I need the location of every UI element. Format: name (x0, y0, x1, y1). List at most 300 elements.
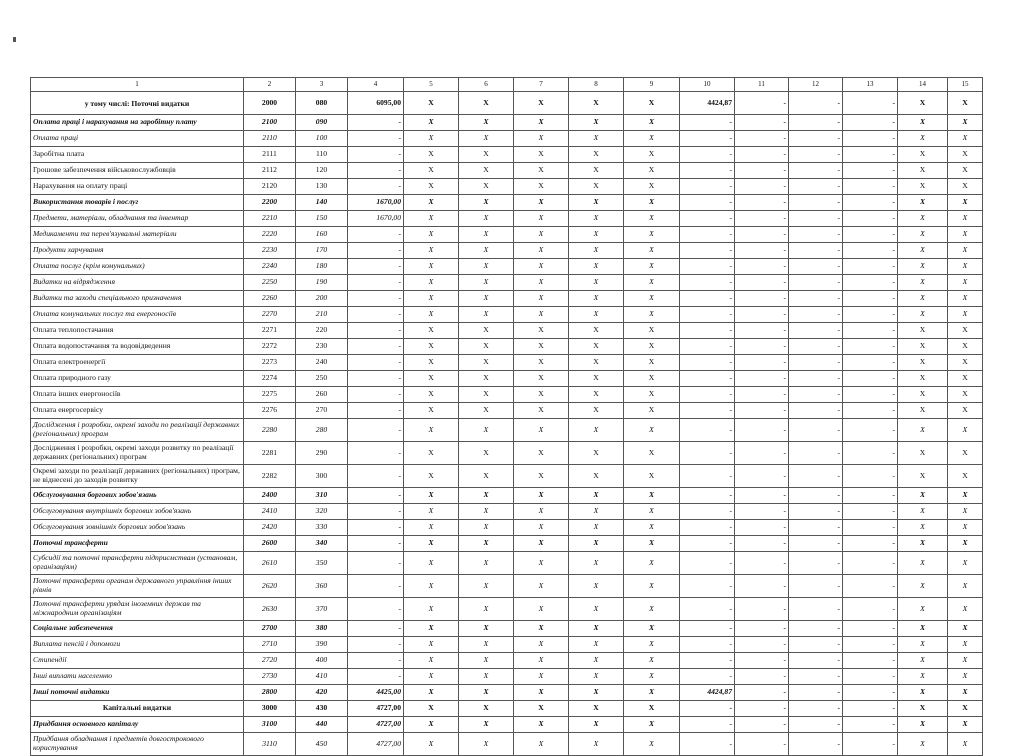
col13-cell: - (843, 419, 898, 442)
col14-cell: X (898, 115, 948, 131)
col6-cell: X (459, 552, 514, 575)
amount-cell: - (348, 598, 404, 621)
col6-cell: X (459, 371, 514, 387)
row-title: Обслуговування боргових зобов'язань (31, 488, 244, 504)
col6-cell: X (459, 504, 514, 520)
kekv-code: 2600 (244, 536, 296, 552)
col15-cell: X (948, 733, 983, 756)
table-row (31, 575, 983, 598)
col11-cell: - (735, 355, 789, 371)
col7-cell: X (514, 371, 569, 387)
col10-cell: - (680, 621, 735, 637)
kekv-code: 2274 (244, 371, 296, 387)
row-title: Обслуговування зовнішніх боргових зобов'язань (31, 520, 244, 536)
col10-cell: - (680, 717, 735, 733)
col14-cell: X (898, 669, 948, 685)
table-row (31, 685, 983, 701)
col15-cell: X (948, 419, 983, 442)
col11-cell: - (735, 387, 789, 403)
col8-cell: X (569, 621, 624, 637)
budget-expenditure-table (30, 77, 982, 756)
col11-cell: - (735, 717, 789, 733)
table-row (31, 307, 983, 323)
col9-cell: X (624, 179, 680, 195)
column-number-13: 13 (843, 78, 898, 92)
col7-cell: X (514, 701, 569, 717)
table-row (31, 717, 983, 733)
col13-cell: - (843, 211, 898, 227)
col10-cell: - (680, 179, 735, 195)
kekv-code: 2281 (244, 442, 296, 465)
col7-cell: X (514, 536, 569, 552)
col10-cell: - (680, 163, 735, 179)
amount-cell: - (348, 552, 404, 575)
col15-cell: X (948, 131, 983, 147)
table-row (31, 520, 983, 536)
col10-cell: - (680, 536, 735, 552)
line-code: 440 (296, 717, 348, 733)
col11-cell: - (735, 419, 789, 442)
col13-cell: - (843, 717, 898, 733)
col9-cell: X (624, 536, 680, 552)
col5-cell: X (404, 552, 459, 575)
col12-cell: - (789, 465, 843, 488)
col13-cell: - (843, 387, 898, 403)
row-title: Капітальні видатки (31, 701, 244, 717)
col7-cell: X (514, 717, 569, 733)
col15-cell: X (948, 323, 983, 339)
col7-cell: X (514, 465, 569, 488)
kekv-code: 2620 (244, 575, 296, 598)
kekv-code: 2271 (244, 323, 296, 339)
col14-cell: X (898, 653, 948, 669)
col10-cell: 4424,87 (680, 92, 735, 115)
col11-cell: - (735, 195, 789, 211)
kekv-code: 3100 (244, 717, 296, 733)
amount-cell: - (348, 403, 404, 419)
col13-cell: - (843, 685, 898, 701)
kekv-code: 2260 (244, 291, 296, 307)
col14-cell: X (898, 637, 948, 653)
col11-cell: - (735, 520, 789, 536)
col12-cell: - (789, 419, 843, 442)
kekv-code: 3110 (244, 733, 296, 756)
column-number-3: 3 (296, 78, 348, 92)
kekv-code: 2230 (244, 243, 296, 259)
col13-cell: - (843, 733, 898, 756)
col6-cell: X (459, 227, 514, 243)
col5-cell: X (404, 227, 459, 243)
amount-cell: - (348, 669, 404, 685)
line-code: 370 (296, 598, 348, 621)
col11-cell: - (735, 371, 789, 387)
column-number-6: 6 (459, 78, 514, 92)
col14-cell: X (898, 419, 948, 442)
col12-cell: - (789, 717, 843, 733)
col11-cell: - (735, 504, 789, 520)
table-row (31, 179, 983, 195)
col9-cell: X (624, 419, 680, 442)
col7-cell: X (514, 243, 569, 259)
table-row (31, 465, 983, 488)
col13-cell: - (843, 653, 898, 669)
col6-cell: X (459, 339, 514, 355)
col14-cell: X (898, 387, 948, 403)
table-row (31, 355, 983, 371)
col14-cell: X (898, 371, 948, 387)
col7-cell: X (514, 147, 569, 163)
col6-cell: X (459, 387, 514, 403)
row-title: Оплата комунальних послуг та енергоносіїв (31, 307, 244, 323)
col14-cell: X (898, 403, 948, 419)
col7-cell: X (514, 275, 569, 291)
line-code: 180 (296, 259, 348, 275)
line-code: 140 (296, 195, 348, 211)
col12-cell: - (789, 259, 843, 275)
row-title: у тому числі: Поточні видатки (31, 92, 244, 115)
column-number-1: 1 (31, 78, 244, 92)
amount-cell: 4425,00 (348, 685, 404, 701)
col13-cell: - (843, 403, 898, 419)
col12-cell: - (789, 307, 843, 323)
table-row (31, 701, 983, 717)
col15-cell: X (948, 442, 983, 465)
col8-cell: X (569, 243, 624, 259)
col10-cell: - (680, 403, 735, 419)
col14-cell: X (898, 733, 948, 756)
table-row (31, 403, 983, 419)
line-code: 360 (296, 575, 348, 598)
amount-cell: 1670,00 (348, 195, 404, 211)
table-row (31, 115, 983, 131)
column-number-14: 14 (898, 78, 948, 92)
col5-cell: X (404, 339, 459, 355)
line-code: 260 (296, 387, 348, 403)
col13-cell: - (843, 552, 898, 575)
kekv-code: 2282 (244, 465, 296, 488)
col5-cell: X (404, 701, 459, 717)
col15-cell: X (948, 307, 983, 323)
row-title: Інші виплати населенню (31, 669, 244, 685)
col13-cell: - (843, 92, 898, 115)
col15-cell: X (948, 355, 983, 371)
col14-cell: X (898, 163, 948, 179)
kekv-code: 2420 (244, 520, 296, 536)
col14-cell: X (898, 243, 948, 259)
line-code: 410 (296, 669, 348, 685)
row-title: Заробітна плата (31, 147, 244, 163)
table-row (31, 442, 983, 465)
col13-cell: - (843, 598, 898, 621)
col12-cell: - (789, 536, 843, 552)
col5-cell: X (404, 355, 459, 371)
col11-cell: - (735, 701, 789, 717)
col7-cell: X (514, 339, 569, 355)
kekv-code: 2700 (244, 621, 296, 637)
col14-cell: X (898, 701, 948, 717)
col11-cell: - (735, 323, 789, 339)
line-code: 250 (296, 371, 348, 387)
col7-cell: X (514, 669, 569, 685)
col6-cell: X (459, 275, 514, 291)
col13-cell: - (843, 355, 898, 371)
col6-cell: X (459, 355, 514, 371)
col7-cell: X (514, 419, 569, 442)
column-number-10: 10 (680, 78, 735, 92)
col9-cell: X (624, 259, 680, 275)
col7-cell: X (514, 291, 569, 307)
col8-cell: X (569, 291, 624, 307)
col15-cell: X (948, 488, 983, 504)
table-row (31, 259, 983, 275)
col11-cell: - (735, 598, 789, 621)
col6-cell: X (459, 211, 514, 227)
col12-cell: - (789, 291, 843, 307)
col5-cell: X (404, 115, 459, 131)
kekv-code: 2100 (244, 115, 296, 131)
col13-cell: - (843, 575, 898, 598)
col13-cell: - (843, 621, 898, 637)
kekv-code: 2110 (244, 131, 296, 147)
col11-cell: - (735, 621, 789, 637)
col6-cell: X (459, 419, 514, 442)
table-row (31, 323, 983, 339)
table-row (31, 147, 983, 163)
col12-cell: - (789, 371, 843, 387)
col11-cell: - (735, 637, 789, 653)
col8-cell: X (569, 552, 624, 575)
col10-cell: - (680, 669, 735, 685)
kekv-code: 2240 (244, 259, 296, 275)
col13-cell: - (843, 465, 898, 488)
col6-cell: X (459, 259, 514, 275)
col11-cell: - (735, 733, 789, 756)
table-row (31, 733, 983, 756)
col13-cell: - (843, 195, 898, 211)
table-row (31, 669, 983, 685)
col12-cell: - (789, 488, 843, 504)
col10-cell: - (680, 488, 735, 504)
col9-cell: X (624, 637, 680, 653)
col12-cell: - (789, 147, 843, 163)
col14-cell: X (898, 92, 948, 115)
line-code: 080 (296, 92, 348, 115)
table-row (31, 371, 983, 387)
col8-cell: X (569, 520, 624, 536)
amount-cell: - (348, 419, 404, 442)
col14-cell: X (898, 291, 948, 307)
amount-cell: - (348, 307, 404, 323)
col7-cell: X (514, 211, 569, 227)
line-code: 350 (296, 552, 348, 575)
table-row (31, 536, 983, 552)
row-title: Оплата електроенергії (31, 355, 244, 371)
col14-cell: X (898, 307, 948, 323)
kekv-code: 2210 (244, 211, 296, 227)
col14-cell: X (898, 259, 948, 275)
col11-cell: - (735, 179, 789, 195)
col15-cell: X (948, 163, 983, 179)
col12-cell: - (789, 520, 843, 536)
kekv-code: 2270 (244, 307, 296, 323)
row-title: Обслуговування внутрішніх боргових зобов'язань (31, 504, 244, 520)
col13-cell: - (843, 701, 898, 717)
col13-cell: - (843, 163, 898, 179)
col13-cell: - (843, 536, 898, 552)
col8-cell: X (569, 717, 624, 733)
col7-cell: X (514, 259, 569, 275)
table-row (31, 488, 983, 504)
line-code: 270 (296, 403, 348, 419)
col14-cell: X (898, 147, 948, 163)
line-code: 130 (296, 179, 348, 195)
col8-cell: X (569, 653, 624, 669)
table-row (31, 504, 983, 520)
line-code: 400 (296, 653, 348, 669)
col11-cell: - (735, 163, 789, 179)
line-code: 160 (296, 227, 348, 243)
col8-cell: X (569, 387, 624, 403)
column-number-12: 12 (789, 78, 843, 92)
col9-cell: X (624, 733, 680, 756)
amount-cell: - (348, 163, 404, 179)
line-code: 450 (296, 733, 348, 756)
col9-cell: X (624, 520, 680, 536)
col12-cell: - (789, 92, 843, 115)
col6-cell: X (459, 195, 514, 211)
line-code: 420 (296, 685, 348, 701)
col5-cell: X (404, 323, 459, 339)
col15-cell: X (948, 717, 983, 733)
col8-cell: X (569, 259, 624, 275)
col10-cell: - (680, 371, 735, 387)
col10-cell: 4424,87 (680, 685, 735, 701)
col13-cell: - (843, 291, 898, 307)
line-code: 220 (296, 323, 348, 339)
col8-cell: X (569, 504, 624, 520)
col8-cell: X (569, 371, 624, 387)
col10-cell: - (680, 598, 735, 621)
column-number-7: 7 (514, 78, 569, 92)
col8-cell: X (569, 275, 624, 291)
col9-cell: X (624, 717, 680, 733)
col11-cell: - (735, 291, 789, 307)
line-code: 390 (296, 637, 348, 653)
col14-cell: X (898, 275, 948, 291)
col7-cell: X (514, 733, 569, 756)
col6-cell: X (459, 621, 514, 637)
col14-cell: X (898, 227, 948, 243)
table-row (31, 339, 983, 355)
col9-cell: X (624, 504, 680, 520)
col10-cell: - (680, 275, 735, 291)
col12-cell: - (789, 442, 843, 465)
col10-cell: - (680, 637, 735, 653)
line-code: 090 (296, 115, 348, 131)
kekv-code: 2200 (244, 195, 296, 211)
amount-cell: - (348, 536, 404, 552)
col13-cell: - (843, 323, 898, 339)
col12-cell: - (789, 115, 843, 131)
col6-cell: X (459, 243, 514, 259)
col13-cell: - (843, 259, 898, 275)
col10-cell: - (680, 552, 735, 575)
column-number-4: 4 (348, 78, 404, 92)
col7-cell: X (514, 598, 569, 621)
table-row (31, 243, 983, 259)
col15-cell: X (948, 701, 983, 717)
col9-cell: X (624, 307, 680, 323)
col11-cell: - (735, 259, 789, 275)
line-code: 340 (296, 536, 348, 552)
col8-cell: X (569, 637, 624, 653)
amount-cell: - (348, 355, 404, 371)
col10-cell: - (680, 259, 735, 275)
kekv-code: 2112 (244, 163, 296, 179)
table-row (31, 419, 983, 442)
col15-cell: X (948, 598, 983, 621)
col10-cell: - (680, 653, 735, 669)
col10-cell: - (680, 147, 735, 163)
col12-cell: - (789, 637, 843, 653)
col15-cell: X (948, 243, 983, 259)
col10-cell: - (680, 419, 735, 442)
col15-cell: X (948, 147, 983, 163)
col8-cell: X (569, 92, 624, 115)
col8-cell: X (569, 179, 624, 195)
col12-cell: - (789, 243, 843, 259)
col13-cell: - (843, 227, 898, 243)
col10-cell: - (680, 504, 735, 520)
kekv-code: 2710 (244, 637, 296, 653)
col7-cell: X (514, 179, 569, 195)
col6-cell: X (459, 685, 514, 701)
row-title: Грошове забезпечення військовослужбовців (31, 163, 244, 179)
row-title: Використання товарів і послуг (31, 195, 244, 211)
col12-cell: - (789, 275, 843, 291)
col11-cell: - (735, 307, 789, 323)
col6-cell: X (459, 637, 514, 653)
col7-cell: X (514, 520, 569, 536)
col6-cell: X (459, 717, 514, 733)
col12-cell: - (789, 179, 843, 195)
col5-cell: X (404, 637, 459, 653)
col13-cell: - (843, 504, 898, 520)
col6-cell: X (459, 442, 514, 465)
kekv-code: 2250 (244, 275, 296, 291)
amount-cell: - (348, 575, 404, 598)
line-code: 290 (296, 442, 348, 465)
col10-cell: - (680, 701, 735, 717)
col12-cell: - (789, 552, 843, 575)
table-row (31, 92, 983, 115)
line-code: 120 (296, 163, 348, 179)
col11-cell: - (735, 669, 789, 685)
col6-cell: X (459, 701, 514, 717)
col9-cell: X (624, 115, 680, 131)
col11-cell: - (735, 227, 789, 243)
col11-cell: - (735, 211, 789, 227)
col12-cell: - (789, 653, 843, 669)
col11-cell: - (735, 131, 789, 147)
col12-cell: - (789, 733, 843, 756)
amount-cell: - (348, 621, 404, 637)
col6-cell: X (459, 147, 514, 163)
col8-cell: X (569, 701, 624, 717)
table-row (31, 211, 983, 227)
col8-cell: X (569, 115, 624, 131)
col8-cell: X (569, 598, 624, 621)
